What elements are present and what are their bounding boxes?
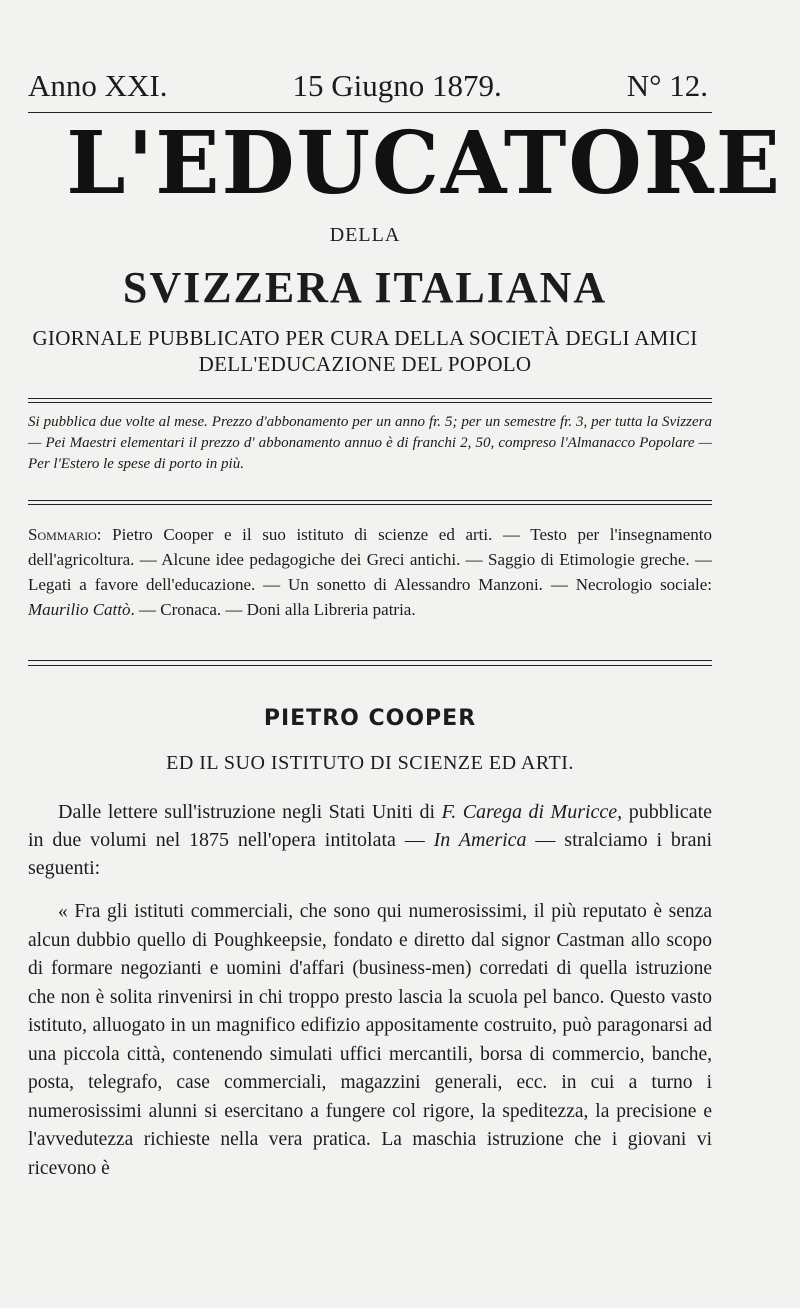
issue-year: Anno XXI. [28,68,168,103]
intro-text-b: pubblicate in due volumi nel 1875 nell'opera intitolata — [28,801,712,851]
intro-author: F. Carega di Muricce, [441,801,623,823]
summary-necrology-name: Maurilio Cattò [28,600,131,619]
subscription-info: Si pubblica due volte al mese. Prezzo d'abbonamento per un anno fr. 5; per un semestre fr. 3, per tutta la Svizzera — Pei Maestri elementari il prezzo d' abbonamento annuo è di franchi 2, 50, compreso l'Almanacco Popolare — Per l'Estero le spese di porto in più. [28,414,712,472]
intro-work-title: In America [433,829,527,851]
issue-header [28,68,708,108]
summary-label: Sommario [28,525,97,544]
divider-3b [28,665,712,666]
intro-text-a: Dalle lettere sull'istruzione negli Stati Uniti di [58,801,442,823]
issue-date: 15 Giugno 1879. [292,68,502,103]
masthead-line-2: DELL'EDUCAZIONE DEL POPOLO [198,352,532,376]
issue-number: N° 12. [626,68,708,103]
divider-3 [28,660,712,661]
divider-2 [28,500,712,501]
summary-tail: . — Cronaca. — Doni alla Libreria patria. [130,600,416,619]
summary [28,522,712,622]
divider-1 [28,398,712,399]
masthead-subtitle: SVIZZERA ITALIANA [122,263,608,312]
article-body: « Fra gli istituti commerciali, che sono qui numerosissimi, il più reputato è senza alcun dubbio quello di Poughkeepsie, fondato e diretto dal signor Castman allo scopo di formare negozianti e uomini d'affari (business-men) corredati di quella istruzione che non è solita rinvenirsi in chi troppo presto lascia la scuola pel banco. Questo vasto istituto, alluogato in un magnifico edifizio appositamente costruito, può paragonarsi ad una piccola città, contenendo simulati uffici mercantili, borsa di commercio, banche, posta, telegrafo, case commerciali, magazzini generali, ecc. in cui a turno i numerosissimi alunni si esercitano a fungere col rigore, la speditezza, la precisione e l'avvedutezza richieste nella vera pratica. La maschia istruzione che i giovani vi ricevono è [28,901,712,1179]
article-subtitle: ED IL SUO ISTITUTO DI SCIENZE ED ARTI. [166,752,574,774]
article-intro [28,798,712,882]
summary-text: : Pietro Cooper e il suo istituto di scienze ed arti. — Testo per l'insegnamento dell'agricoltura. — Alcune idee pedagogiche dei Greci antichi. — Saggio di Etimologie greche. — Legati a favore dell'educazione. — Un sonetto di Alessandro Manzoni. — Necrologio sociale: [28,525,712,594]
intro-text-c: — stralciamo i brani seguenti: [28,829,713,879]
divider-2b [28,504,712,505]
masthead-title: L'EDUCATORE [66,113,783,214]
divider-1b [28,402,712,403]
article-title: PIETRO COOPER [263,706,477,731]
masthead-line-1: GIORNALE PUBBLICATO PER CURA DELLA SOCIETÀ DEGLI AMICI [32,326,698,350]
masthead-della: DELLA [329,224,401,246]
